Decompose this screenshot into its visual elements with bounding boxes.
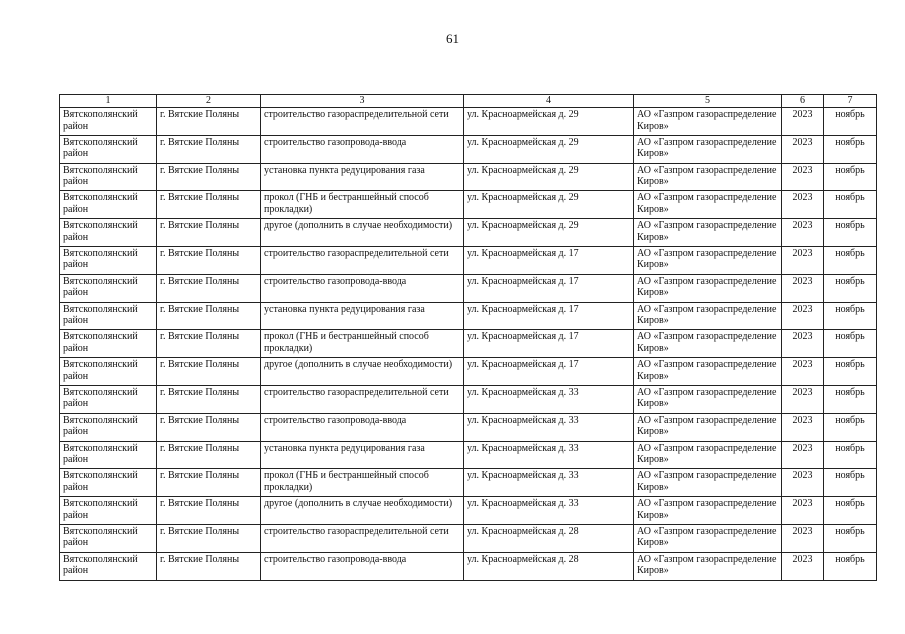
table-row	[60, 191, 877, 219]
district-cell: Вятскополянский район	[60, 135, 157, 163]
column-header-2: 2	[157, 95, 261, 108]
owner-cell: АО «Газпром газораспределение Киров»	[634, 302, 782, 330]
district-cell: Вятскополянский район	[60, 246, 157, 274]
district-cell: Вятскополянский район	[60, 497, 157, 525]
city-cell: г. Вятские Поляны	[157, 385, 261, 413]
month-cell: ноябрь	[824, 302, 877, 330]
column-header-3: 3	[261, 95, 464, 108]
owner-cell: АО «Газпром газораспределение Киров»	[634, 524, 782, 552]
table-row	[60, 246, 877, 274]
address-cell: ул. Красноармейская д. 33	[464, 413, 634, 441]
district-cell: Вятскополянский район	[60, 219, 157, 247]
district-cell: Вятскополянский район	[60, 191, 157, 219]
month-cell: ноябрь	[824, 358, 877, 386]
work-type-cell: установка пункта редуцирования газа	[261, 302, 464, 330]
city-cell: г. Вятские Поляны	[157, 191, 261, 219]
work-type-cell: строительство газораспределительной сети	[261, 108, 464, 136]
work-type-cell: строительство газопровода-ввода	[261, 413, 464, 441]
year-cell: 2023	[782, 163, 824, 191]
address-cell: ул. Красноармейская д. 17	[464, 330, 634, 358]
address-cell: ул. Красноармейская д. 28	[464, 524, 634, 552]
owner-cell: АО «Газпром газораспределение Киров»	[634, 497, 782, 525]
city-cell: г. Вятские Поляны	[157, 246, 261, 274]
city-cell: г. Вятские Поляны	[157, 497, 261, 525]
city-cell: г. Вятские Поляны	[157, 135, 261, 163]
address-cell: ул. Красноармейская д. 33	[464, 441, 634, 469]
work-type-cell: прокол (ГНБ и бестраншейный способ прокладки)	[261, 191, 464, 219]
table-row	[60, 274, 877, 302]
address-cell: ул. Красноармейская д. 29	[464, 191, 634, 219]
month-cell: ноябрь	[824, 441, 877, 469]
address-cell: ул. Красноармейская д. 29	[464, 108, 634, 136]
work-type-cell: установка пункта редуцирования газа	[261, 441, 464, 469]
address-cell: ул. Красноармейская д. 33	[464, 497, 634, 525]
work-type-cell: другое (дополнить в случае необходимости)	[261, 219, 464, 247]
month-cell: ноябрь	[824, 413, 877, 441]
address-cell: ул. Красноармейская д. 17	[464, 246, 634, 274]
owner-cell: АО «Газпром газораспределение Киров»	[634, 552, 782, 580]
work-type-cell: строительство газопровода-ввода	[261, 552, 464, 580]
table-row	[60, 108, 877, 136]
district-cell: Вятскополянский район	[60, 163, 157, 191]
city-cell: г. Вятские Поляны	[157, 274, 261, 302]
year-cell: 2023	[782, 441, 824, 469]
city-cell: г. Вятские Поляны	[157, 219, 261, 247]
year-cell: 2023	[782, 524, 824, 552]
work-type-cell: другое (дополнить в случае необходимости)	[261, 497, 464, 525]
owner-cell: АО «Газпром газораспределение Киров»	[634, 441, 782, 469]
year-cell: 2023	[782, 497, 824, 525]
owner-cell: АО «Газпром газораспределение Киров»	[634, 135, 782, 163]
district-cell: Вятскополянский район	[60, 524, 157, 552]
district-cell: Вятскополянский район	[60, 469, 157, 497]
city-cell: г. Вятские Поляны	[157, 163, 261, 191]
district-cell: Вятскополянский район	[60, 552, 157, 580]
year-cell: 2023	[782, 274, 824, 302]
year-cell: 2023	[782, 330, 824, 358]
work-type-cell: прокол (ГНБ и бестраншейный способ прокладки)	[261, 330, 464, 358]
city-cell: г. Вятские Поляны	[157, 552, 261, 580]
year-cell: 2023	[782, 246, 824, 274]
district-cell: Вятскополянский район	[60, 413, 157, 441]
month-cell: ноябрь	[824, 108, 877, 136]
work-type-cell: прокол (ГНБ и бестраншейный способ прокладки)	[261, 469, 464, 497]
work-type-cell: установка пункта редуцирования газа	[261, 163, 464, 191]
table-row	[60, 302, 877, 330]
owner-cell: АО «Газпром газораспределение Киров»	[634, 358, 782, 386]
column-header-1: 1	[60, 95, 157, 108]
owner-cell: АО «Газпром газораспределение Киров»	[634, 219, 782, 247]
owner-cell: АО «Газпром газораспределение Киров»	[634, 413, 782, 441]
table-row	[60, 441, 877, 469]
column-header-4: 4	[464, 95, 634, 108]
month-cell: ноябрь	[824, 246, 877, 274]
table-body	[60, 108, 877, 581]
work-type-cell: строительство газораспределительной сети	[261, 385, 464, 413]
city-cell: г. Вятские Поляны	[157, 358, 261, 386]
district-cell: Вятскополянский район	[60, 385, 157, 413]
city-cell: г. Вятские Поляны	[157, 441, 261, 469]
table-row	[60, 163, 877, 191]
month-cell: ноябрь	[824, 552, 877, 580]
month-cell: ноябрь	[824, 191, 877, 219]
city-cell: г. Вятские Поляны	[157, 524, 261, 552]
month-cell: ноябрь	[824, 135, 877, 163]
table-row	[60, 524, 877, 552]
work-type-cell: строительство газопровода-ввода	[261, 135, 464, 163]
work-type-cell: строительство газораспределительной сети	[261, 246, 464, 274]
district-cell: Вятскополянский район	[60, 441, 157, 469]
month-cell: ноябрь	[824, 219, 877, 247]
address-cell: ул. Красноармейская д. 29	[464, 163, 634, 191]
month-cell: ноябрь	[824, 330, 877, 358]
owner-cell: АО «Газпром газораспределение Киров»	[634, 163, 782, 191]
month-cell: ноябрь	[824, 497, 877, 525]
owner-cell: АО «Газпром газораспределение Киров»	[634, 469, 782, 497]
column-header-6: 6	[782, 95, 824, 108]
city-cell: г. Вятские Поляны	[157, 330, 261, 358]
address-cell: ул. Красноармейская д. 29	[464, 135, 634, 163]
owner-cell: АО «Газпром газораспределение Киров»	[634, 246, 782, 274]
year-cell: 2023	[782, 135, 824, 163]
owner-cell: АО «Газпром газораспределение Киров»	[634, 385, 782, 413]
works-table	[59, 94, 877, 581]
year-cell: 2023	[782, 552, 824, 580]
year-cell: 2023	[782, 302, 824, 330]
year-cell: 2023	[782, 191, 824, 219]
address-cell: ул. Красноармейская д. 33	[464, 385, 634, 413]
table-row	[60, 358, 877, 386]
year-cell: 2023	[782, 469, 824, 497]
month-cell: ноябрь	[824, 163, 877, 191]
district-cell: Вятскополянский район	[60, 274, 157, 302]
city-cell: г. Вятские Поляны	[157, 413, 261, 441]
address-cell: ул. Красноармейская д. 28	[464, 552, 634, 580]
owner-cell: АО «Газпром газораспределение Киров»	[634, 330, 782, 358]
table-row	[60, 219, 877, 247]
address-cell: ул. Красноармейская д. 17	[464, 302, 634, 330]
work-type-cell: другое (дополнить в случае необходимости)	[261, 358, 464, 386]
address-cell: ул. Красноармейская д. 29	[464, 219, 634, 247]
table-row	[60, 413, 877, 441]
table-row	[60, 552, 877, 580]
table-row	[60, 385, 877, 413]
city-cell: г. Вятские Поляны	[157, 302, 261, 330]
district-cell: Вятскополянский район	[60, 330, 157, 358]
year-cell: 2023	[782, 358, 824, 386]
column-header-7: 7	[824, 95, 877, 108]
month-cell: ноябрь	[824, 274, 877, 302]
table-row	[60, 135, 877, 163]
owner-cell: АО «Газпром газораспределение Киров»	[634, 191, 782, 219]
year-cell: 2023	[782, 385, 824, 413]
district-cell: Вятскополянский район	[60, 302, 157, 330]
table-header-row	[60, 95, 877, 108]
table-row	[60, 469, 877, 497]
district-cell: Вятскополянский район	[60, 358, 157, 386]
month-cell: ноябрь	[824, 469, 877, 497]
year-cell: 2023	[782, 108, 824, 136]
address-cell: ул. Красноармейская д. 17	[464, 358, 634, 386]
city-cell: г. Вятские Поляны	[157, 108, 261, 136]
column-header-5: 5	[634, 95, 782, 108]
city-cell: г. Вятские Поляны	[157, 469, 261, 497]
page-number: 61	[446, 31, 459, 46]
year-cell: 2023	[782, 219, 824, 247]
owner-cell: АО «Газпром газораспределение Киров»	[634, 274, 782, 302]
work-type-cell: строительство газораспределительной сети	[261, 524, 464, 552]
address-cell: ул. Красноармейская д. 33	[464, 469, 634, 497]
table-row	[60, 330, 877, 358]
month-cell: ноябрь	[824, 385, 877, 413]
address-cell: ул. Красноармейская д. 17	[464, 274, 634, 302]
owner-cell: АО «Газпром газораспределение Киров»	[634, 108, 782, 136]
month-cell: ноябрь	[824, 524, 877, 552]
table-row	[60, 497, 877, 525]
year-cell: 2023	[782, 413, 824, 441]
work-type-cell: строительство газопровода-ввода	[261, 274, 464, 302]
district-cell: Вятскополянский район	[60, 108, 157, 136]
